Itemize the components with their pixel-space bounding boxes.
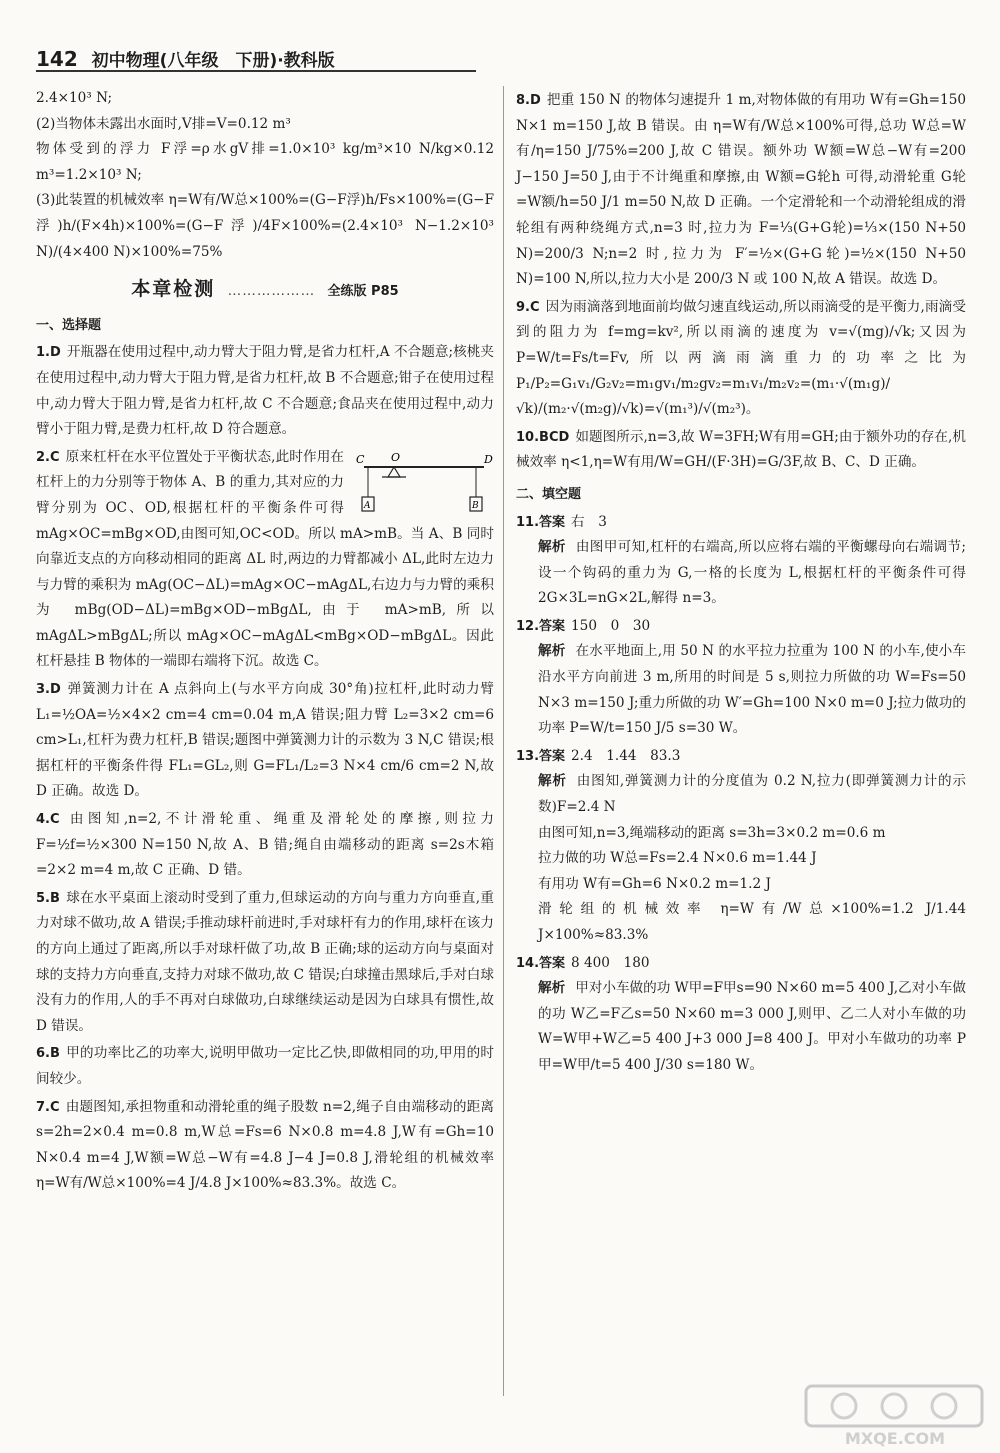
text-line: (2)当物体未露出水面时,V排=V=0.12 m³ <box>36 115 291 132</box>
question-11-answer: 11.答案 右 3 <box>516 513 607 530</box>
text-line: 拉力做的功 W总=Fs=2.4 N×0.6 m=1.44 J <box>538 850 817 867</box>
section-heading: 二、填空题 <box>516 486 582 502</box>
question-14-answer: 14.答案 8 400 180 <box>516 954 650 971</box>
right-column <box>516 86 966 1079</box>
page-header <box>36 46 335 71</box>
text-line: 物体受到的浮力 F浮=ρ水gV排=1.0×10³ kg/m³×10 N/kg×0.12 m³=1.2×10³ N; <box>36 141 494 183</box>
question-9: 9.C 因为雨滴落到地面前均做匀速直线运动,所以雨滴受的是平衡力,雨滴受到的阻力为 f=mg=kv²,所以雨滴的速度为 v=√(mg)/√k;又因为 P=W/t=Fs/t=Fv,所以两滴雨滴重力的功率之比为 P₁/P₂=G₁v₁/G₂v₂=m₁gv₁/m₂gv₂=m₁v₁/m₂v₂=(m₁·√(m₁g)/√k)/(m₂·√(m₂g)/√k)=√(m₁³)/√(m₂³)。 <box>516 298 966 418</box>
label-D: D <box>484 452 493 466</box>
text-line: (3)此装置的机械效率 η=W有/W总×100%=(G−F浮)h/Fs×100%=(G−F浮)h/(F×4h)×100%=(G−F浮)/4F×100%=(2.4×10³ N−1.2×10³ N)/(4×400 N)×100%=75% <box>36 192 494 260</box>
chapter-ref: 全练版 P85 <box>327 284 399 300</box>
chapter-dots: ……………… <box>227 283 316 300</box>
question-11-analysis: 解析 由图甲可知,杠杆的右端高,所以应将右端的平衡螺母向右端调节;设一个钩码的重力为 G,一格的长度为 L,根据杠杆的平衡条件可得 2G×3L=nG×2L,解得 n=3。 <box>538 539 966 607</box>
question-8: 8.D 把重 150 N 的物体匀速提升 1 m,对物体做的有用功 W有=Gh=150 N×1 m=150 J,故 B 错误。由 η=W有/W总×100%可得,总功 W总=W有/η=150 J/75%=200 J,故 C 错误。额外功 W额=W总−W有=200 J−150 J=50 J,由于不计绳重和摩擦,由 W额=G轮h 可得,动滑轮重 G轮=W额/h=50 J/1 m=50 N,故 D 正确。一个定滑轮和一个动滑轮组成的滑轮组有两种绕绳方式,n=3 时,拉力为 F=⅓(G+G轮)=⅓×(150 N+50 N)=200/3 N;n=2 时,拉力为 F′=½×(G+G轮)=½×(150 N+50 N)=100 N,所以,拉力大小是 200/3 N 或 100 N,故 A 错误。故选 D。 <box>516 92 966 288</box>
watermark-logo <box>804 1384 986 1448</box>
question-14-analysis: 解析 甲对小车做的功 W甲=F甲s=90 N×60 m=5 400 J,乙对小车做的功 W乙=F乙s=50 N×60 m=3 000 J,则甲、乙二人对小车做的功 W=W甲+W乙=5 400 J+3 000 J=8 400 J。甲对小车做功的功率 P甲=W甲/t=5 400 J/30 s=180 W。 <box>538 980 966 1073</box>
question-13-answer: 13.答案 2.4 1.44 83.3 <box>516 747 681 764</box>
question-12-answer: 12.答案 150 0 30 <box>516 617 651 634</box>
question-4: 4.C 由图知,n=2,不计滑轮重、绳重及滑轮处的摩擦,则拉力 F=½f=½×300 N=150 N,故 A、B 错;绳自由端移动的距离 s=2s木箱=2×2 m=4 m,故 C 正确、D 错。 <box>36 811 494 879</box>
text-line: 有用功 W有=Gh=6 N×0.2 m=1.2 J <box>538 875 771 892</box>
question-7: 7.C 由题图知,承担物重和动滑轮重的绳子股数 n=2,绳子自由端移动的距离 s=2h=2×0.4 m=0.8 m,W总=Fs=6 N×0.8 m=4.8 J,W有=Gh=10 N×0.4 m=4 J,W额=W总−W有=4.8 J−4 J=0.8 J,滑轮组的机械效率 η=W有/W总×100%=4 J/4.8 J×100%≈83.3%。故选 C。 <box>36 1098 494 1192</box>
chapter-heading <box>36 277 494 305</box>
question-2: C O D A B 2.C 原来杠杆在水平位置处于平衡状态,此时作用在杠杆上的力分别等于物体 A、B 的重力,其对应的力臂分别为 OC、OD,根据杠杆的平衡条件可得 mAg×OC=mBg×OD,由图可知,OC<OD。所以 mA>mB。当 A、B 同时向靠近支点的方向移动相同的距离 ΔL 时,两边的力臂都减小 ΔL,此时左边力与力臂的乘积为 mAg(OC−ΔL)=mAg×OC−mAgΔL,右边力与力臂的乘积为 mBg(OD−ΔL)=mBg×OD−mBgΔL,由于 mA>mB,所以 mAgΔL>mBgΔL;所以 mAg×OC−mAgΔL<mBg×OD−mBgΔL。因此杠杆悬挂 B 物体的一端即右端将下沉。故选 C。 <box>36 448 494 670</box>
watermark-text: MXQE.COM <box>844 1429 946 1448</box>
lever-diagram <box>354 447 494 519</box>
page-number: 142 <box>36 47 78 71</box>
section-heading: 一、选择题 <box>36 317 102 333</box>
question-12-analysis: 解析 在水平地面上,用 50 N 的水平拉力拉重为 100 N 的小车,使小车沿水平方向前进 3 m,所用的时间是 5 s,则拉力所做的功 W=Fs=50 N×3 m=150 J;重力所做的功 W′=Gh=100 N×0 m=0 J;拉力做功的功率 P=W/t=150 J/5 s=30 W。 <box>538 643 966 737</box>
label-A: A <box>364 500 371 511</box>
column-divider <box>503 86 504 1396</box>
label-C: C <box>356 452 365 466</box>
text-line: 由图可知,n=3,绳端移动的距离 s=3h=3×0.2 m=0.6 m <box>538 824 886 841</box>
question-5: 5.B 球在水平桌面上滚动时受到了重力,但球运动的方向与重力方向垂直,重力对球不做功,故 A 错误;手推动球杆前进时,手对球杆有力的作用,球杆在该力的方向上通过了距离,所以手对球杆做了功,故 B 正确;球的运动方向与桌面对球的支持力方向垂直,支持力对球不做功,故 C 错误;白球撞击黑球后,手对白球没有力的作用,人的手不再对白球做功,白球继续运动是因为白球具有惯性,故 D 错误。 <box>36 889 494 1034</box>
book-title: 初中物理(八年级 下册)·教科版 <box>91 51 335 71</box>
label-O: O <box>391 450 401 464</box>
header-rule <box>36 70 476 72</box>
left-column <box>36 86 494 1197</box>
question-3: 3.D 弹簧测力计在 A 点斜向上(与水平方向成 30°角)拉杠杆,此时动力臂 L₁=½OA=½×4×2 cm=4 cm=0.04 m,A 错误;阻力臂 L₂=3×2 cm=6 cm>L₁,杠杆为费力杠杆,B 错误;题图中弹簧测力计的示数为 3 N,C 错误;根据杠杆的平衡条件得 FL₁=GL₂,则 G=FL₁/L₂=3 N×4 cm/6 cm=2 N,故 D 正确。故选 D。 <box>36 681 494 800</box>
question-10: 10.BCD 如题图所示,n=3,故 W=3FH;W有用=GH;由于额外功的存在,机械效率 η<1,η=W有用/W=GH/(F·3H)=G/3F,故 B、C、D 正确。 <box>516 428 966 471</box>
question-13-analysis: 解析 由图知,弹簧测力计的分度值为 0.2 N,拉力(即弹簧测力计的示数)F=2.4 N <box>538 773 967 816</box>
text-line: 滑轮组的机械效率 η=W有/W总×100%=1.2 J/1.44 J×100%≈83.3% <box>538 901 966 943</box>
text-line: 2.4×10³ N; <box>36 90 113 106</box>
question-6: 6.B 甲的功率比乙的功率大,说明甲做功一定比乙快,即做相同的功,甲用的时间较少。 <box>36 1045 494 1087</box>
label-B: B <box>472 500 479 511</box>
chapter-title: 本章检测 <box>131 278 216 301</box>
question-1: 1.D 开瓶器在使用过程中,动力臂大于阻力臂,是省力杠杆,A 不合题意;核桃夹在使用过程中,动力臂大于阻力臂,是省力杠杆,故 B 不合题意;钳子在使用过程中,动力臂大于阻力臂,是省力杠杆,故 C 不合题意;食品夹在使用过程中,动力臂小于阻力臂,是费力杠杆,故 D 符合题意。 <box>36 344 494 438</box>
